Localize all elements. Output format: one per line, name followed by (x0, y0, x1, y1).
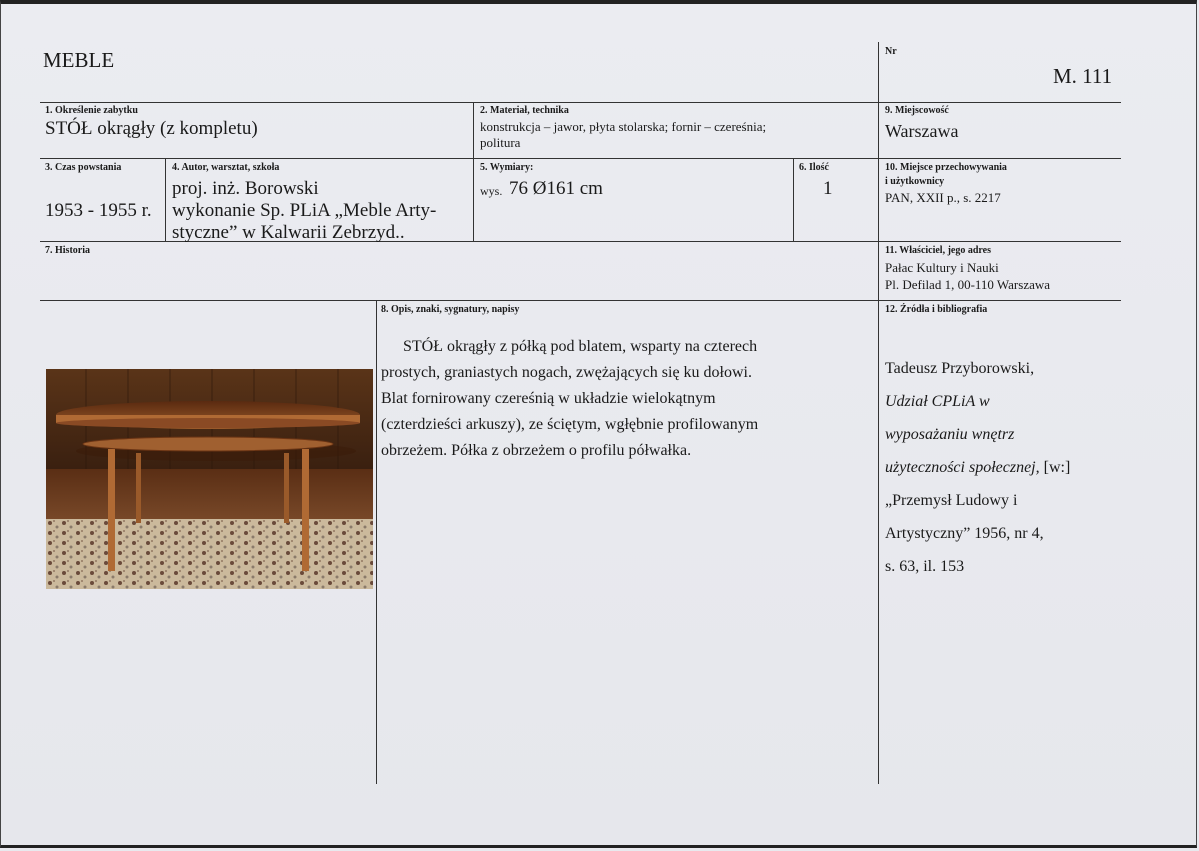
field9-label: 9. Miejscowość (885, 105, 949, 116)
rule (40, 158, 1121, 159)
field2-label: 2. Materiał, technika (480, 105, 569, 116)
field3-value: 1953 - 1955 r. (45, 200, 152, 221)
field1-label: 1. Określenie zabytku (45, 105, 138, 116)
description-line: obrzeżem. Półka z obrzeżem o profilu półwałka. (381, 442, 692, 459)
field12-label: 12. Źródła i bibliografia (885, 304, 988, 315)
field6-label: 6. Ilość (799, 162, 829, 173)
description-text (381, 334, 859, 464)
description-line: prostych, graniastych nogach, zwężających się ku dołowi. (381, 364, 752, 381)
field11-line-1: Pałac Kultury i Nauki (885, 260, 999, 275)
field10-label-line-1: 10. Miejsce przechowywania (885, 162, 1007, 173)
bibliography-line: s. 63, il. 153 (885, 558, 965, 575)
field7-label: 7. Historia (45, 245, 90, 256)
category-title: MEBLE (43, 48, 115, 72)
rule (376, 300, 377, 784)
description-line: Blat fornirowany czereśnią w układzie wielokątnym (381, 390, 716, 407)
bibliography-suffix: [w:] (1039, 459, 1071, 476)
rule (165, 158, 166, 242)
rule (793, 158, 794, 242)
bibliography (885, 352, 1070, 583)
rule (40, 102, 1121, 103)
bibliography-line (885, 451, 1070, 484)
field8-label: 8. Opis, znaki, sygnatury, napisy (381, 304, 520, 315)
field4-label: 4. Autor, warsztat, szkoła (172, 162, 280, 173)
bibliography-line: Tadeusz Przyborowski, (885, 360, 1035, 377)
field10-label-line-2: i użytkownicy (885, 176, 945, 187)
field4-line-1: proj. inż. Borowski (172, 178, 319, 199)
bibliography-line: Udział CPLiA w (885, 393, 990, 410)
table-illustration (46, 369, 373, 589)
field2-line-1: konstrukcja – jawor, płyta stolarska; fornir – czereśnia; (480, 119, 767, 134)
field4-line-3: styczne” w Kalwarii Zebrzyd.. (172, 222, 405, 243)
bibliography-line: Artystyczny” 1956, nr 4, (885, 525, 1044, 542)
rule (40, 300, 1121, 301)
description-line: STÓŁ okrągły z półką pod blatem, wsparty na czterech (403, 338, 758, 355)
field1-value: STÓŁ okrągły (z kompletu) (45, 118, 258, 139)
field2-line-2: politura (480, 135, 521, 150)
field5-prefix: wys. (480, 184, 503, 198)
field11-line-2: Pl. Defilad 1, 00-110 Warszawa (885, 277, 1051, 292)
field10-value: PAN, XXII p., s. 2217 (885, 190, 1001, 205)
round-table-photo (46, 369, 373, 589)
field9-value: Warszawa (885, 121, 959, 141)
bibliography-line: wyposażaniu wnętrz (885, 426, 1015, 443)
field6-value: 1 (823, 178, 833, 199)
field5-value: 76 Ø161 cm (509, 178, 603, 199)
nr-value: M. 111 (1053, 64, 1113, 88)
field5-label: 5. Wymiary: (480, 162, 534, 173)
rule (878, 42, 879, 784)
bibliography-italic: użyteczności społecznej, (885, 459, 1040, 476)
nr-label: Nr (885, 46, 897, 57)
description-line: (czterdzieści arkuszy), ze ściętym, wgłębnie profilowanym (381, 416, 759, 433)
bibliography-line: „Przemysł Ludowy i (885, 492, 1018, 509)
rule (473, 102, 474, 242)
field4-line-2: wykonanie Sp. PLiA „Meble Arty- (172, 200, 437, 221)
field3-label: 3. Czas powstania (45, 162, 122, 173)
field11-label: 11. Właściciel, jego adres (885, 245, 992, 256)
